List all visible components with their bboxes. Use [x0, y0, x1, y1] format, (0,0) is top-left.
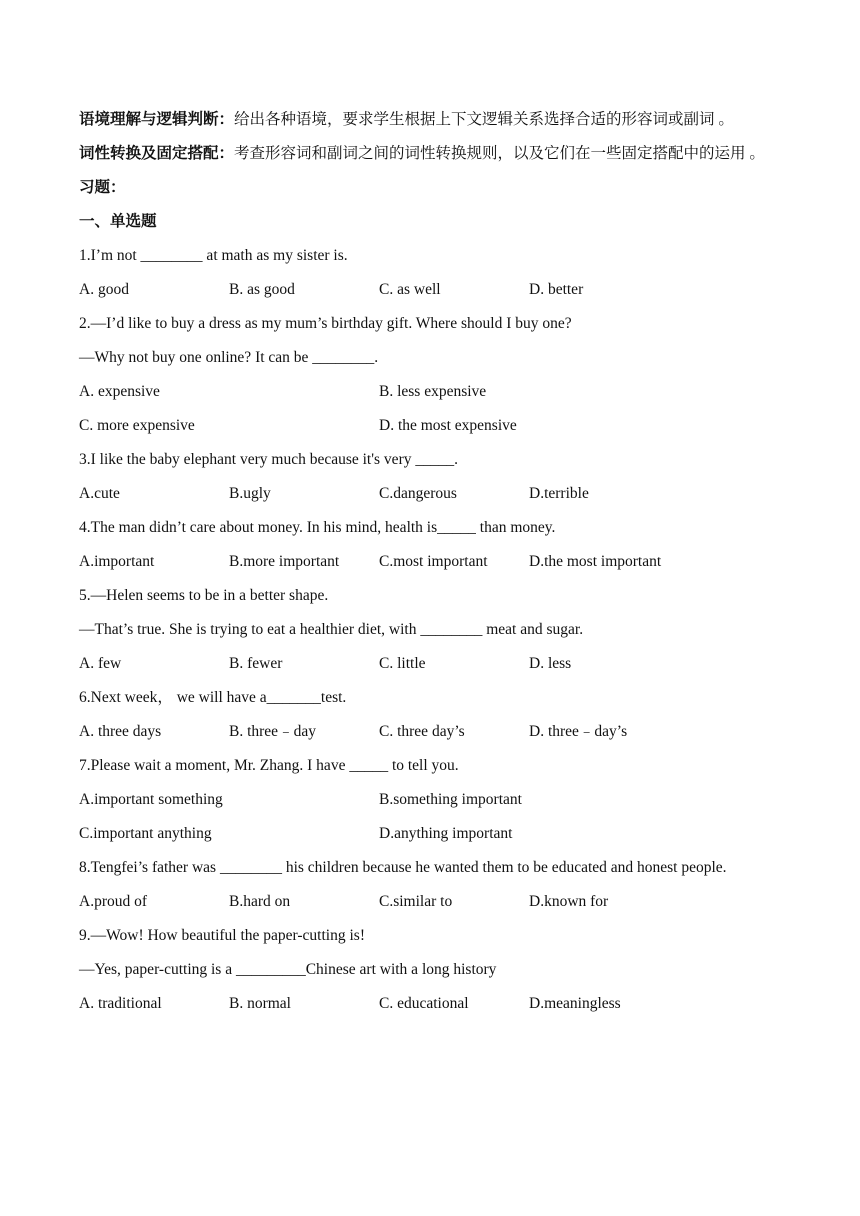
document-page [79, 103, 783, 1021]
question-stem: 8.Tengfei’s father was ________ his children because he wanted them to be educated and honest people. [79, 859, 727, 876]
option-b: B. fewer [229, 655, 283, 672]
option-a: A.important [79, 553, 155, 570]
option-a: A. few [79, 655, 122, 672]
option-c: C. more expensive [79, 417, 195, 434]
question-stem: 7.Please wait a moment, Mr. Zhang. I have _____ to tell you. [79, 757, 459, 774]
option-b: B.hard on [229, 893, 291, 910]
options-row [79, 477, 783, 511]
options-row [79, 715, 783, 749]
intro-text: 考查形容词和副词之间的词性转换规则，以及它们在一些固定搭配中的运用 。 [234, 145, 765, 162]
option-c: C. educational [379, 995, 469, 1012]
option-d: D.the most important [529, 553, 662, 570]
question-stem: —Why not buy one online? It can be ________. [79, 349, 379, 366]
option-b: B.more important [229, 553, 340, 570]
intro-label: 语境理解与逻辑判断： [79, 111, 235, 128]
options-row [79, 545, 783, 579]
option-d: D. better [529, 281, 584, 298]
option-d: D.anything important [379, 825, 513, 842]
question-stem: —Yes, paper-cutting is a _________Chinese art with a long history [79, 961, 497, 978]
question-stem: 4.The man didn’t care about money. In his mind, health is_____ than money. [79, 519, 556, 536]
option-c: C.most important [379, 553, 488, 570]
option-b: B. three﹣day [229, 723, 316, 740]
exercise-heading: 习题： [79, 179, 126, 196]
options-row [79, 273, 783, 307]
section-heading: 一、单选题 [79, 213, 157, 230]
question-stem: 6.Next week， we will have a_______test. [79, 689, 347, 706]
option-d: D. three﹣day’s [529, 723, 628, 740]
question-stem: 1.I’m not ________ at math as my sister is. [79, 247, 348, 264]
question-stem: 5.—Helen seems to be in a better shape. [79, 587, 329, 604]
option-d: D. less [529, 655, 572, 672]
options-row [79, 817, 783, 851]
question-stem: —That’s true. She is trying to eat a healthier diet, with ________ meat and sugar. [79, 621, 584, 638]
question-stem: 9.—Wow! How beautiful the paper-cutting is! [79, 927, 365, 944]
option-a: A. good [79, 281, 129, 298]
option-b: B. normal [229, 995, 291, 1012]
option-b: B.something important [379, 791, 522, 808]
options-row [79, 375, 783, 409]
option-a: A.cute [79, 485, 120, 502]
option-a: A. three days [79, 723, 162, 740]
option-c: C. three day’s [379, 723, 465, 740]
option-d: D. the most expensive [379, 417, 517, 434]
question-stem: 3.I like the baby elephant very much because it's very _____. [79, 451, 458, 468]
option-d: D.known for [529, 893, 609, 910]
intro-paragraph-context [79, 103, 783, 137]
option-c: C.important anything [79, 825, 212, 842]
option-c: C. little [379, 655, 426, 672]
options-row [79, 783, 783, 817]
option-a: A. traditional [79, 995, 162, 1012]
option-d: D.terrible [529, 485, 589, 502]
option-a: A. expensive [79, 383, 160, 400]
intro-paragraph-conversion [79, 137, 783, 171]
intro-text: 给出各种语境，要求学生根据上下文逻辑关系选择合适的形容词或副词 。 [234, 111, 734, 128]
options-row [79, 987, 783, 1021]
option-c: C.similar to [379, 893, 453, 910]
options-row [79, 409, 783, 443]
option-d: D.meaningless [529, 995, 621, 1012]
question-stem: 2.—I’d like to buy a dress as my mum’s birthday gift. Where should I buy one? [79, 315, 572, 332]
option-c: C. as well [379, 281, 441, 298]
option-c: C.dangerous [379, 485, 457, 502]
option-a: A.important something [79, 791, 223, 808]
options-row [79, 885, 783, 919]
option-b: B. less expensive [379, 383, 487, 400]
intro-label: 词性转换及固定搭配： [79, 145, 235, 162]
option-b: B. as good [229, 281, 295, 298]
option-b: B.ugly [229, 485, 271, 502]
option-a: A.proud of [79, 893, 148, 910]
options-row [79, 647, 783, 681]
